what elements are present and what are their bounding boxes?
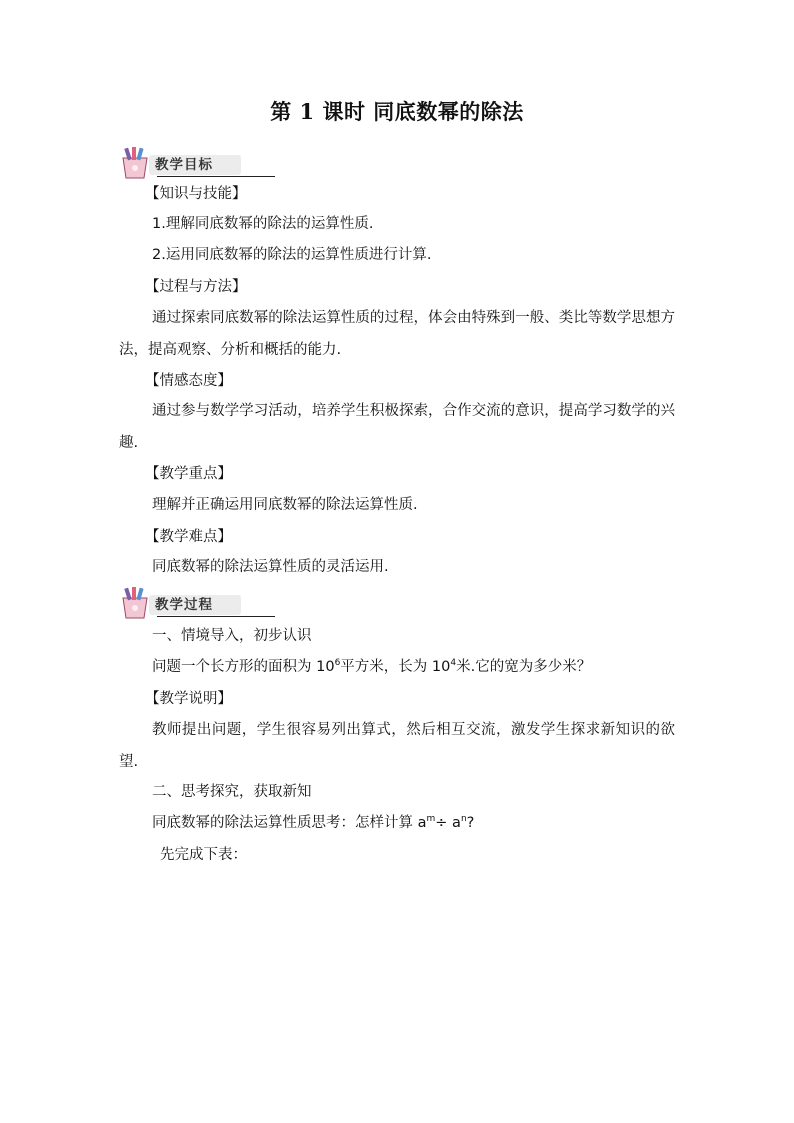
section-header-process (117, 586, 277, 620)
table-prompt: 先完成下表： (160, 847, 247, 863)
knowledge-item-1: 1.理解同底数幂的除法的运算性质. (152, 216, 374, 232)
knowledge-item-2: 2.运用同底数幂的除法的运算性质进行计算. (152, 247, 432, 263)
section-title-goals: 教学目标 (155, 157, 213, 173)
step1-heading: 一、情境导入，初步认识 (152, 628, 312, 644)
attitude-text: 通过参与数学学习活动，培养学生积极探索，合作交流的意识，提高学习数学的兴趣. (119, 403, 675, 451)
explain-heading: 【教学说明】 (145, 691, 232, 707)
knowledge-heading: 【知识与技能】 (145, 186, 247, 202)
step2-heading: 二、思考探究，获取新知 (152, 784, 312, 800)
think-question: 同底数幂的除法运算性质思考：怎样计算 $a^m\div a^n$? (152, 814, 475, 831)
lesson-title: 第 1 课时 同底数幂的除法 (270, 99, 524, 124)
explain-text: 教师提出问题，学生很容易列出算式，然后相互交流，激发学生探求新知识的欲望. (119, 722, 675, 770)
key-text: 理解并正确运用同底数幂的除法运算性质. (152, 497, 418, 513)
key-heading: 【教学重点】 (145, 466, 232, 482)
attitude-heading: 【情感态度】 (145, 373, 232, 389)
intro-question: 问题一个长方形的面积为 $10^6$平方米，长为 $10^4$米.它的宽为多少米？ (152, 658, 592, 675)
section-title-process: 教学过程 (155, 597, 213, 613)
difficulty-text: 同底数幂的除法运算性质的灵活运用. (152, 559, 389, 575)
process-heading: 【过程与方法】 (145, 279, 247, 295)
difficulty-heading: 【教学难点】 (145, 529, 232, 545)
section-header-goals (117, 146, 277, 180)
process-text: 通过探索同底数幂的除法运算性质的过程，体会由特殊到一般、类比等数学思想方法，提高观察、分析和概括的能力. (119, 310, 675, 358)
